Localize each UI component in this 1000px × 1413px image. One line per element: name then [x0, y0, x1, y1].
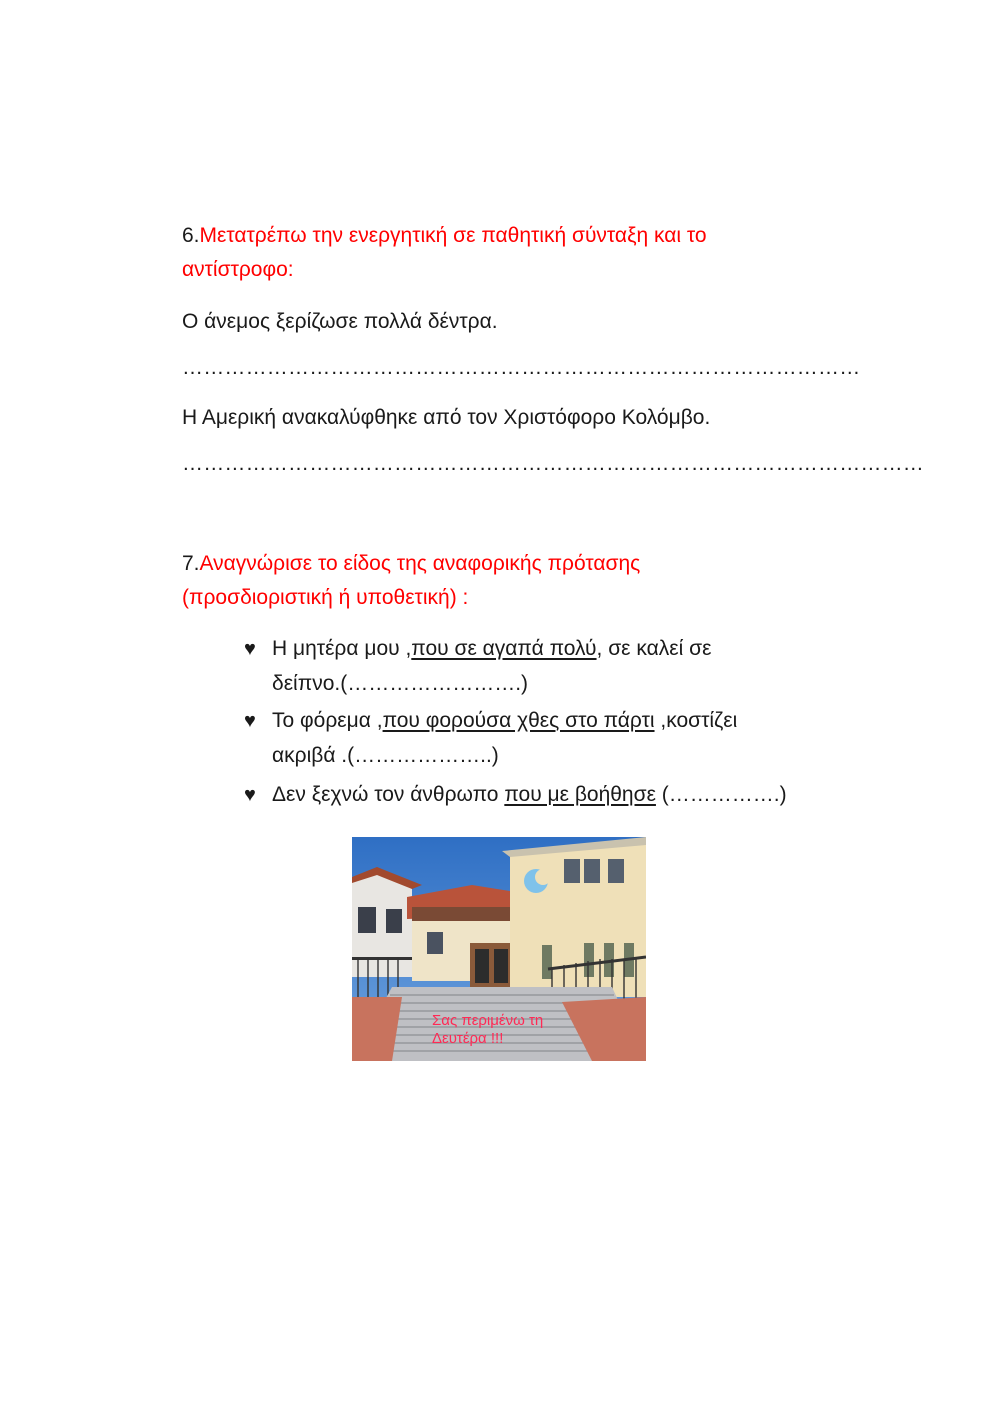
- photo-caption-line2: Δευτέρα !!!: [432, 1030, 504, 1047]
- q7-item-1-post: , σε καλεί σε: [596, 637, 712, 660]
- q7-item-3-relative-clause: που με βοήθησε: [504, 783, 656, 806]
- q7-item-1-line2[interactable]: δείπνο.(…………………….): [272, 672, 529, 695]
- heart-bullet-icon: ♥: [244, 710, 256, 732]
- q7-item-3-line1[interactable]: [272, 778, 787, 812]
- q7-number: 7.: [182, 552, 200, 575]
- q7-title-text: Αναγνώρισε το είδος της αναφορικής πρότασης: [199, 552, 641, 575]
- q6-answer-blank-1[interactable]: ……………………………………………………………………………………: [182, 356, 861, 379]
- photo-caption-line1: Σας περιμένω τη: [432, 1012, 544, 1029]
- q6-title-line2: αντίστροφο:: [182, 258, 294, 281]
- photo-caption: [432, 1012, 543, 1048]
- q7-item-2-post: ,κοστίζει: [654, 709, 738, 732]
- q7-item-3-pre: Δεν ξεχνώ τον άνθρωπο: [272, 783, 505, 806]
- q7-item-3-post: (…………….): [655, 783, 787, 806]
- q6-title-line1: [182, 219, 707, 252]
- heart-bullet-icon: ♥: [244, 638, 256, 660]
- q7-title-line1: [182, 547, 640, 580]
- q7-item-1-relative-clause: που σε αγαπά πολύ: [411, 637, 597, 660]
- q6-title-text: Μετατρέπω την ενεργητική σε παθητική σύνταξη και το: [199, 224, 707, 247]
- q7-item-2-relative-clause: που φορούσα χθες στο πάρτι: [382, 709, 655, 732]
- q7-item-2-line1: [272, 704, 737, 738]
- q7-item-1-pre: Η μητέρα μου ,: [272, 637, 412, 660]
- q7-item-2-pre: Το φόρεμα ,: [272, 709, 383, 732]
- q6-sentence-1: Ο άνεμος ξερίζωσε πολλά δέντρα.: [182, 310, 498, 333]
- q7-title-line2: (προσδιοριστική ή υποθετική) :: [182, 586, 469, 609]
- q6-number: 6.: [182, 224, 200, 247]
- q7-item-1-line1: [272, 632, 711, 666]
- q6-answer-blank-2[interactable]: ……………………………………………………………………………………………: [182, 452, 924, 475]
- heart-bullet-icon: ♥: [244, 784, 256, 806]
- q6-sentence-2: Η Αμερική ανακαλύφθηκε από τον Χριστόφορο Κολόμβο.: [182, 406, 711, 429]
- q7-item-2-line2[interactable]: ακριβά .(………………..): [272, 744, 499, 767]
